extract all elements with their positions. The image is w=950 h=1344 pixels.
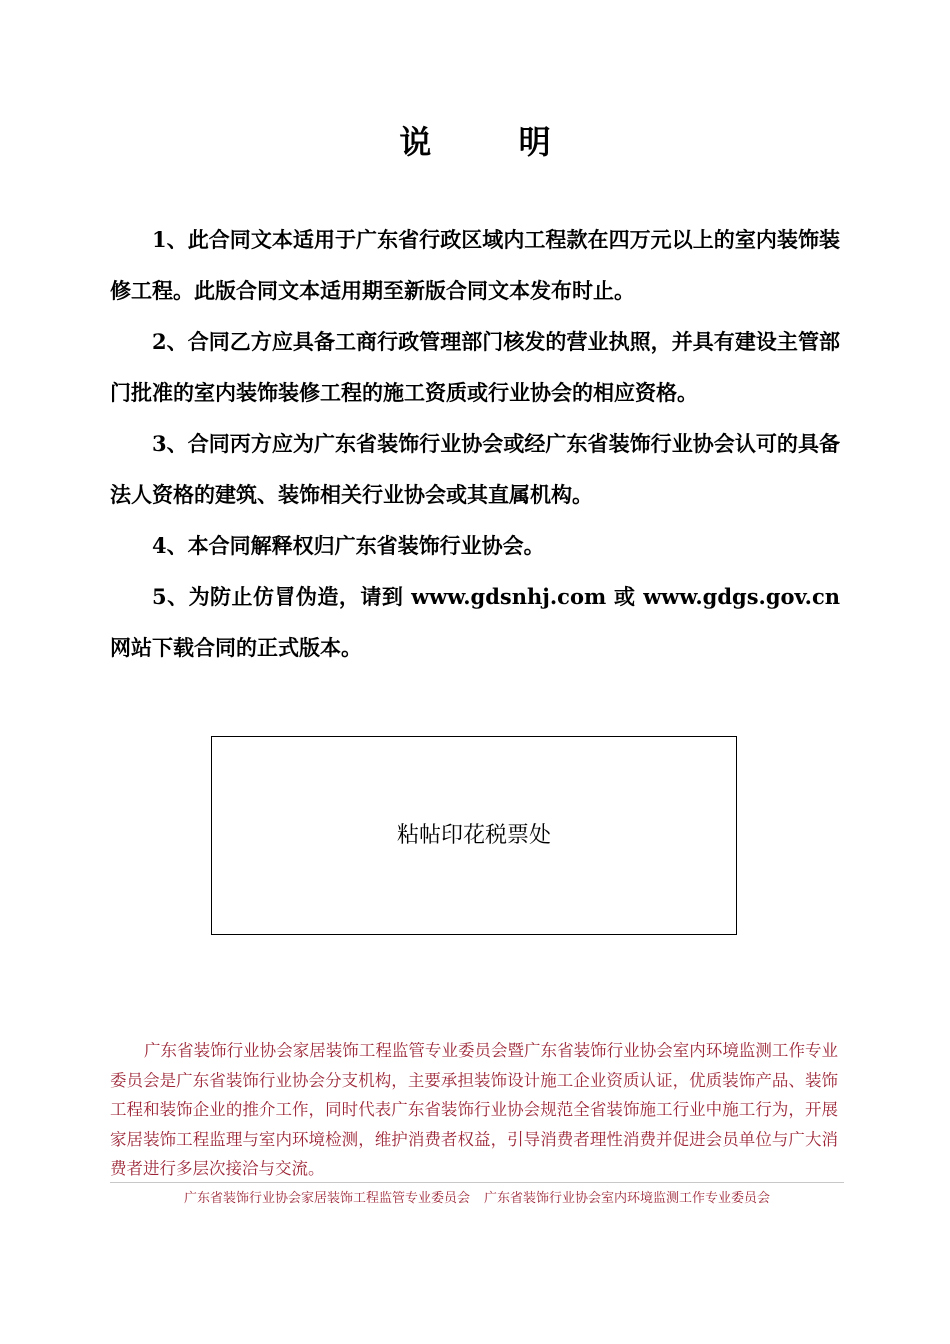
instruction-item-4: 4、本合同解释权归广东省装饰行业协会。 [152,533,545,558]
instructions-list [110,214,840,673]
association-description [110,1036,838,1184]
instruction-item-3: 3、合同丙方应为广东省装饰行业协会或经广东省装饰行业协会认可的具备法人资格的建筑、装饰相关行业协会或其直属机构。 [110,431,840,507]
page-title: 说 明 [399,123,589,161]
footer-divider [110,1182,844,1183]
association-description-text: 广东省装饰行业协会家居装饰工程监管专业委员会暨广东省装饰行业协会室内环境监测工作专业委员会是广东省装饰行业协会分支机构，主要承担装饰设计施工企业资质认证，优质装饰产品、装饰工程和装饰企业的推介工作，同时代表广东省装饰行业协会规范全省装饰施工行业中施工行为，开展家居装饰工程监理与室内环境检测，维护消费者权益，引导消费者理性消费并促进会员单位与广大消费者进行多层次接洽与交流。 [110,1041,838,1178]
instruction-item-1: 1、此合同文本适用于广东省行政区域内工程款在四万元以上的室内装饰装修工程。此版合同文本适用期至新版合同文本发布时止。 [110,227,840,303]
footer-org-names [110,1188,844,1210]
footer-org-2: 广东省装饰行业协会室内环境监测工作专业委员会 [484,1191,771,1206]
footer-org-1: 广东省装饰行业协会家居装饰工程监管专业委员会 [183,1191,470,1206]
instruction-item-2: 2、合同乙方应具备工商行政管理部门核发的营业执照，并具有建设主管部门批准的室内装饰装修工程的施工资质或行业协会的相应资格。 [110,329,840,405]
instruction-item-5: 5、为防止仿冒伪造，请到 www.gdsnhj.com 或 www.gdgs.gov.cn 网站下载合同的正式版本。 [110,584,840,660]
tax-stamp-box [211,736,737,935]
tax-stamp-label: 粘帖印花税票处 [396,822,551,848]
